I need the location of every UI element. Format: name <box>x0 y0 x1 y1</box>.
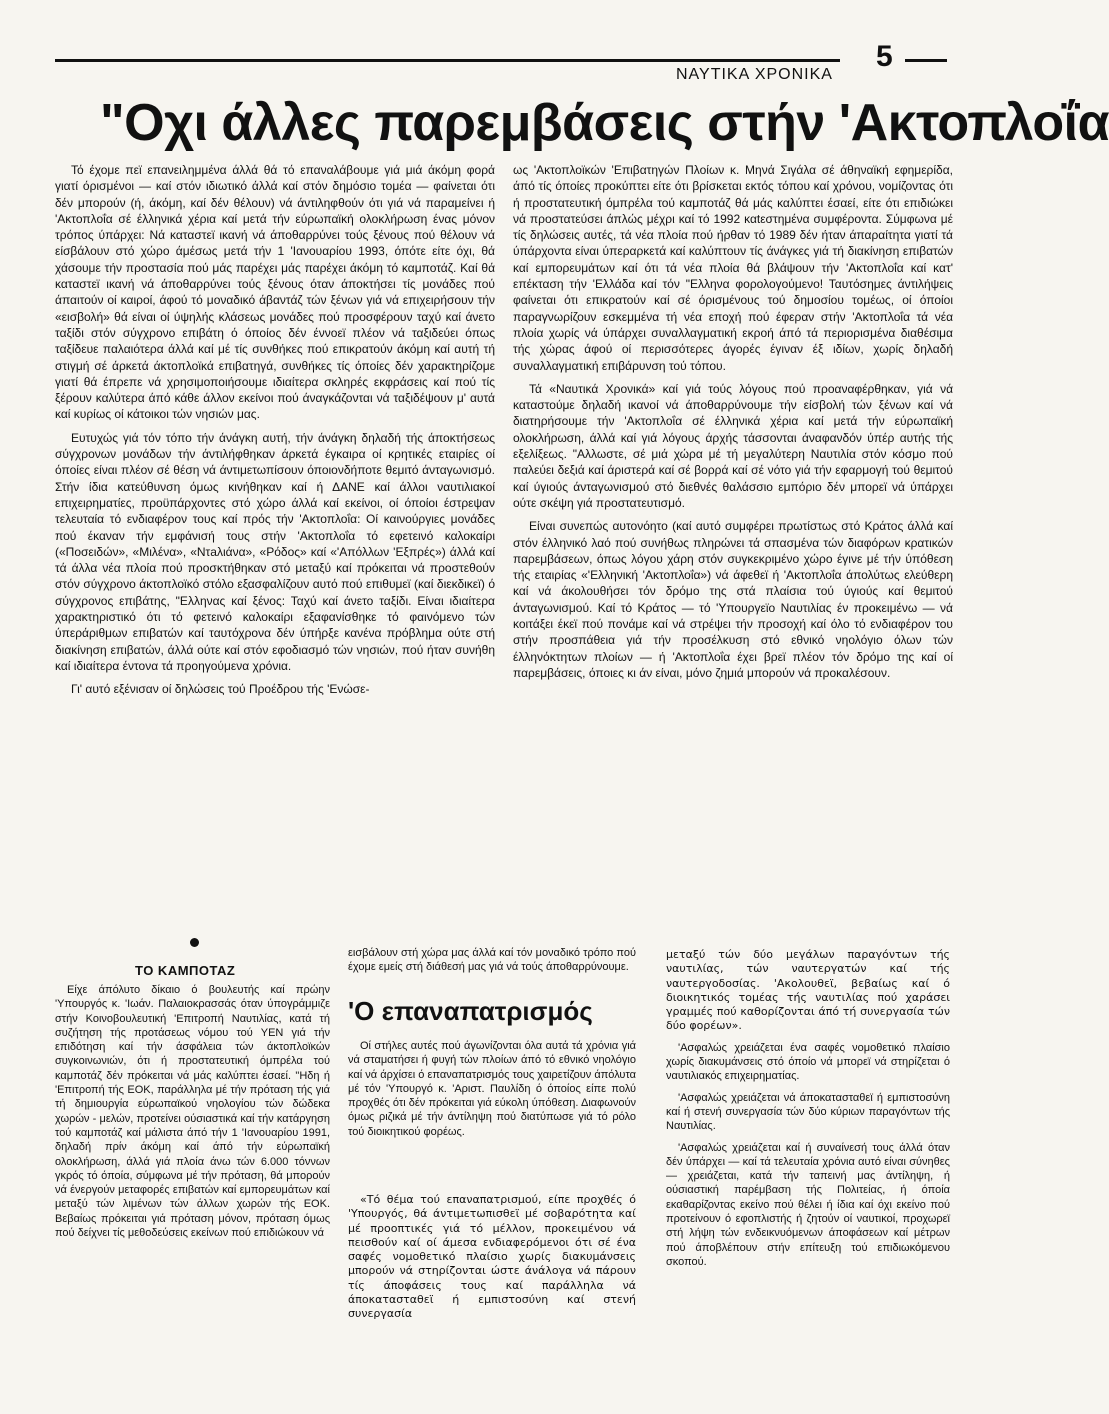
repatriation-column <box>348 1039 636 1146</box>
header-rule-right <box>905 59 947 62</box>
quote-paragraph: «Τό θέμα τού επαναπατρισμού, είπε προχθές ό 'Υπουργός, θά άντιμετωπισθεϊ μέ σοβαρότητα καί μέ προοπτικές γιά τό μέλλον, προκειμένου νά πεισθούν καί οί άμεσα ενδιαφερόμενοι ότι σέ ένα σαφές νομοθετικό πλαίσιο χωρίς διακυμάνσεις μπορούν νά στηρίζονται ώστε άνάλογα νά πάρουν τίς άποφάσεις τους καί παράλληλα νά άποκατασταθεϊ ή εμπιστοσύνη καί στενή συνεργασία <box>348 1193 636 1321</box>
paragraph: Γι' αυτό εξένισαν οί δηλώσεις τού Προέδρου τής 'Ενώσε- <box>71 682 370 697</box>
paragraph: Οί στήλες αυτές πού άγωνίζονται όλα αυτά τά χρόνια γιά νά σταματήσει ή φυγή τών πλοίων άπό τό εθνικό νηολόγιο καί νά άρχίσει ό επαναπατρισμός τους χαιρετίζουν άπόλυτα μέ τόν 'Υπουργό κ. 'Αριστ. Παυλίδη ό όποίος είπε πολύ προχθές ότι δέν πρόκειται γιά εύκολη ύπόθεση. Διαφωνούν όμως ριζικά μέ τήν άντίληψη πού διατύπωσε γιά τό ρόλο τού διοικητικού φορέως. <box>348 1040 636 1138</box>
paragraph: Είχε άπόλυτο δίκαιο ό βουλευτής καί πρώην 'Υπουργός κ. 'Ιωάν. Παλαιοκρασσάς όταν ύπογράμμιζε στήν Κοινοβουλευτική 'Επιτροπή Ναυτιλίας, κατά τή συζήτηση τής προτάσεως νόμου τού ΥΕΝ γιά τήν επιδότηση καί τήν άσφάλεια τών άκτοπλοϊκών συγκοινωνιών, ότι ή προστατευτική όμπρέλα τού καμποτάζ δέν πρόκειται νά μάς καλύπτει έσαεί. "Ηδη ή 'Επιτροπή τής ΕΟΚ, παράλληλα μέ τήν πρόταση τής γιά τή δημιουργία εύρωπαϊκού νηολογίου τών δώδεκα χωρών - μελών, προτείνει ούσιαστικά καί τήν κατάργηση τού καμποτάζ καί μάλιστα άπό τήν 1 'Ιανουαρίου 1991, δηλαδή πρίν άκόμη καί άπό τήν εύρωπαϊκή ολοκλήρωση, άλλά γιά πλοία άνω τών 6.000 τόννων γκρός τό όποία, σύμφωνα μέ τήν πρόταση, θά μπορούν νά ένεργούν μεταφορές επιβατών καί εμπορευμάτων καί μεταξύ τών λιμένων τών άλλων χωρών τής ΕΟΚ. Βεβαίως πρόκειται γιά πρόταση μόνον, πρόταση όμως πού δείχνει τίς μεθοδεύσεις εκείνων πού επιδιώκουν νά <box>55 984 330 1240</box>
paragraph: ως 'Ακτοπλοϊκών 'Επιβατηγών Πλοίων κ. Μηνά Σιγάλα σέ άθηναϊκή εφημερίδα, άπό τίς όποίες προκύπτει είτε ότι βρίσκεται εκτός τόπου καί χρόνου, νομίζοντας ότι ή προστατευτική όμπρέλα τού καμποτάζ θά μάς καλύπτει έσαεί, είτε ότι επιδιώκει νά προστατεύσει άπλώς μέχρι καί τό 1992 καtεστημένα συμφέροντα. Σύμφωνα μέ τίς δηλώσεις αυτές, τά νέα πλοία πού ήρθαν τό 1989 δέν ήταν άπαραίτητα γιατί τά ύπάρχοντα είναι ύπεραρκετά καί καλύπτουν τίς άνάγκες γιά τή διακίνηση επιβατών καί εμπορευμάτων καί ότι τά νέα πλοία θά βλάψουν τήν 'Ακτοπλοΐα καί κατ' επέκταση τήν 'Ελλάδα καί τόν "Ελληνα φορολογούμενο! Ταυτόσημες άντιλήψεις φαίνεται ότι επικρατούν καί σέ όρισμένους τού δημοσίου τομέως, οί όποίοι παραγνωρίζουν εσκεμμένα τή νέα εποχή πού έφεραν στήν 'Ακτοπλοΐα τά νέα πλοία χωρίς νά ύπάρχει συναλλαγματική εκροή άπό τά περιορισμένα διαθέσιμα τής χώρας άφού οί περισσότερες άγορές έγιναν έξ ιδίων, χωρίς δηλαδή συναλλαγματική επιβάρυνση τού τόπου. <box>513 163 953 373</box>
main-article-column-2 <box>513 162 953 688</box>
main-article-column-1 <box>55 162 495 705</box>
paragraph: 'Ασφαλώς χρειάζεται καί ή συναίνεσή τους άλλά όταν δέν ύπάρχει — καί τά τελευταία χρόνια αυτό είναι σύνηθες — χρειάζεται, κατά τήν ταπεινή μας άντίληψη, ή ούσιαστική παρέμβαση τής Πολιτείας, ή όποία εκαθαρίζοντας εκείνο πού θέλει ή ίδια καί όχι εκείνο πού προτείνουν ό εφοπλιστής ή ζητούν οί ναυτικοί, προχωρεϊ στή λήψη τών ενδεικνυόμενων άποφάσεων καί μέτρων πού άποβλέπουν στήν επίτευξη τού επιδιωκόμενου σκοπού. <box>666 1141 950 1268</box>
headline: "Οχι άλλες παρεμβάσεις στήν 'Ακτοπλοΐα <box>100 94 1109 152</box>
header-rule-left <box>55 59 840 62</box>
magazine-name: ΝΑΥΤΙΚΑ ΧΡΟΝΙΚΑ <box>676 66 833 83</box>
paragraph: Είναι συνεπώς αυτονόητο (καί αυτό συμφέρει πρωτίστως στό Κράτος άλλά καί στόν έλληνικό λαό πού συνήθως πληρώνει τά σπασμένα τών διαφόρων κρατικών παρεμβάσεων, όπως λόγου χάρη στόν συγκεκριμένο χώρο έγινε μέ τήν ύπόθεση τής εταιρίας «'Ελληνική 'Ακτοπλοΐα») νά άφεθεϊ ή 'Ακτοπλοΐα άπολύτως ελεύθερη καί νά άκολουθήσει τόν δρόμο της στά πλαίσια τού ύγιούς καί θεμιτού άνταγωνισμού. Καί τό Κράτος — τό 'Υπουργεϊο Ναυτιλίας έν προκειμένω — νά κοιτάξει έκεϊ πού πονάμε καί νά στρέψει τήν προσοχή καί όλο τό ενδιαφέρον του στήν προσπάθεια γιά τήν προσέλκυση στό εθνικό νηολόγιο όλων τών έλληνόκτητων πλοίων — ή 'Ακτοπλοΐα έχει βρεϊ πλέον τόν δρόμο της καί οί παρεμβάσεις, όποιες κι άν είναι, μόνο ζημιά μπορούν νά προκαλέσουν. <box>513 519 953 680</box>
paragraph: Τά «Ναυτικά Χρονικά» καί γιά τούς λόγους πού προαναφέρθηκαν, γιά νά καταστούμε δηλαδή ικανοί νά άποθαρρύνουμε τήν είσβολή τών ξένων καί νά διατηρήσουμε τήν 'Ακτοπλοΐα σέ έλληνικά χέρια καί μετά τήν εύρωπαϊκή ολοκλήρωση, άλλά καί γιά λόγους άρχής τάσσονται άναφανδόν ύπέρ αυτής τής εξελίξεως. "Αλλωστε, σέ μιά χώρα μέ τή μεγαλύτερη Ναυτιλία στόν κόσμο πού παλεύει δεξιά καί άριστερά καί σέ βορρά καί σέ νότο γιά τήν εφαρμογή τού θεμιτού καί ύγιούς άνταγωνισμού στό διεθνές θαλάσσιο εμπόριο δέν μπορεϊ νά ύπάρχει ούτε σκέψη γιά προστατευτισμό. <box>513 381 953 510</box>
paragraph: 'Ασφαλώς χρειάζεται νά άποκατασταθεϊ ή εμπιστοσύνη καί ή στενή συνεργασία τών δύο κύριων παραγόντων τής Ναυτιλίας. <box>666 1091 950 1133</box>
page-number: 5 <box>876 40 893 73</box>
repatriation-quote <box>348 1193 636 1329</box>
kabotaz-title: ΤΟ ΚΑΜΠΟΤΑΖ <box>135 963 236 978</box>
paragraph: εισβάλουν στή χώρα μας άλλά καί τόν μοναδικό τρόπο πού έχομε εμείς στή διάθεσή μας γιά νά τούς άποθαρρύνουμε. <box>348 947 636 974</box>
bullet-icon <box>190 938 199 947</box>
repatriation-title: 'Ο επαναπατρισμός <box>348 996 593 1026</box>
paragraph: Ευτυχώς γιά τόν τόπο τήν άνάγκη αυτή, τήν άνάγκη δηλαδή τής άποκτήσεως σύγχρονων μονάδων τήν άντιλήφθηκαν άρκετά έγκαιρα οί κρητικές εταιρίες οί όποίες είναι πλέον σέ θέση νά άντιμετωπίσουν όποιονδήποτε θεμιτό άνταγωνισμό. Στήν ίδια κατεύθυνση όμως κινήθηκαν καί ή ΔΑΝΕ καί άλλοι ναυτιλιακοί επιχειρηματίες, προϋπάρχοντες στό χώρο άλλά καί εκείνοι, οί όποίοι έστρεψαν τελευταία τό ενδιαφέρον τους καί πρός τήν 'Ακτοπλοΐα: Οί καινούργιες μονάδες πού έκαναν τήν εμφάνισή τους στήν 'Ακτοπλοΐα τό εφετεινό καλοκαίρι («Ποσειδών», «Μιλένα», «Ντaλιάνα», «Ρόδος» καί «'Απόλλων 'Εξπρές») άλλά καί τά άλλα νέα πλοία πού προσκτήθηκαν στό μεταξύ καί πρόκειται νά προστεθούν στόν σύγχρονο άκτοπλοϊκό στόλο εξασφαλίζουν αυτό πού επιθυμεϊ (καί διεκδικεϊ) ό σύγχρονος επιβάτης, "Ελληνας καί ξένος: Ταχύ καί άνετο ταξίδι. Είναι ιδιαίτερα χαρακτηριστικό ότι τό φετεινό καλοκαίρι εξαφανίσθηκε τό φαινόμενο τών ύπεράριθμων επιβατών καί ταυτόχρονα δέν ύπήρξε κανένα πρόβλημα ούτε στή διακίνηση επιβατών, άλλά ούτε καί στόν εφοδιασμό τών νησιών, πού ήταν συνήθη καί ιδιαίτερα έντονα τά προηγούμενα χρόνια. <box>55 430 495 673</box>
repatriation-column-2 <box>666 948 950 1276</box>
repatriation-lead-in <box>348 946 636 982</box>
quote-paragraph: μεταξύ τών δύο μεγάλων παραγόντων τής ναυτιλίας, τών ναυτεργατών καί τής ναυτεργοδοσίας. 'Ακολουθεϊ, βεβαίως καί ό διοικητικός τομέας τής ναυτιλίας πού χαράσει γραμμές πού καθορίζονται άπό τή συνεργασία τών δύο φορέων». <box>666 948 950 1033</box>
paragraph: 'Ασφαλώς χρειάζεται ένα σαφές νομοθετικό πλαίσιο χωρίς διακυμάνσεις στό όποίο νά μπορεϊ νά στηρίζεται ό ναυτιλιακός επιχειρηματίας. <box>666 1041 950 1083</box>
kabotaz-column <box>55 983 330 1247</box>
paragraph: Τό έχομε πεϊ επανειλημμένα άλλά θά τό επαναλάβουμε γιά μιά άκόμη φορά γιατί όρισμένοι — καί στόν ιδιωτικό άλλά καί στόν δημόσιο τομέα — φαίνεται ότι δέν μπορούν (ή, άκόμη, καί δέν θέλουν) νά άντιληφθούν ότι γιά νά παραμείνει ή 'Ακτοπλοΐα σέ έλληνικά χέρια καί μετά τήν εύρωπαϊκή ολοκλήρωση ένας μόνον τρόπος ύπάρχει: Νά καταστεϊ ικανή νά άποθαρρύνει τούς ξένους πού θέλουν νά είσβάλουν στό χώρο άμέσως μετά τήν 1 'Ιανουαρίου 1993, όπότε είτε όχι, θά χάσουμε τήν προστασία πού μάς παρέχει μάς παρέχει άκόμη τό καμποτάζ. Καί θά καταστεϊ ικανή νά άποθαρρύνει τούς ξένους όταν άποκτήσει τίς μονάδες πού άπαιτούν οί καιροί, άφού τό μοναδικό άβαντάζ τών ξένων γιά νά επιχειρήσουν τήν «εισβολή» θά είναι οί ύψηλής κλάσεως μονάδες πού προσφέρουν ταχύ καί άνετο ταξίδι στόν σύγχρονο επιβάτη ό όποίος δέν έννοεϊ πλέον νά ταξιδεύει όπως ταξίδευε παλαιότερα άλλά καί μέ τίς συνθήκες πού επικρατούν άκόμη καί αυτή τή στιγμή σέ άρκετά άκτοπλοϊκά επιβατηγά, συνθήκες τίς όποίες δέν χαρακτηρίζομε γιατί θά έπρεπε νά χρησιμοποιήσουμε ιδιαίτερα σκληρές εκφράσεις καί πού τίς ξέρουν καλύτερα άπό κάθε άλλον εκείνοι πού άναγκάζονται νά ταξιδέψουν μ' αυτά καί κυρίως οί κάτοικοι τών νησιών μας. <box>55 163 495 422</box>
